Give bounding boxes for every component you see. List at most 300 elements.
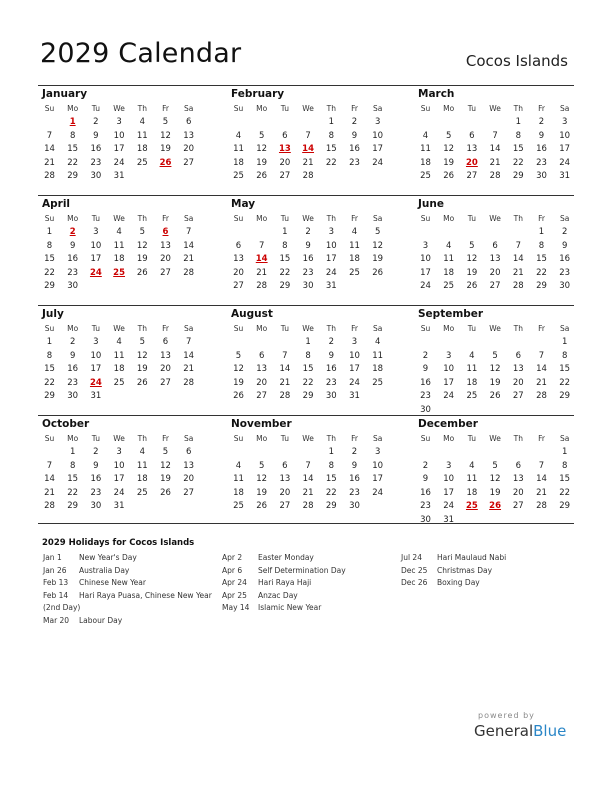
day-cell: 1 bbox=[561, 337, 568, 347]
day-cell: 7 bbox=[538, 460, 545, 471]
day-cell: 2 bbox=[93, 117, 99, 127]
day-cell: 17 bbox=[90, 254, 102, 264]
day-cell: 13 bbox=[160, 240, 171, 251]
day-cell: 11 bbox=[136, 460, 148, 471]
day-cell: 10 bbox=[90, 240, 102, 251]
holiday-date: Apr 24 bbox=[222, 578, 247, 588]
month-row bbox=[38, 305, 574, 415]
day-cell: 28 bbox=[302, 501, 314, 511]
weekday-header: We bbox=[302, 214, 314, 223]
day-cell: 11 bbox=[466, 364, 478, 374]
day-cell: 25 bbox=[466, 391, 478, 401]
day-cell: 9 bbox=[561, 240, 568, 251]
day-cell: 27 bbox=[233, 281, 244, 291]
day-cell: 29 bbox=[512, 171, 524, 181]
day-cell: 5 bbox=[139, 337, 145, 347]
page-title: 2029 Calendar bbox=[40, 38, 242, 69]
day-cell: 4 bbox=[445, 240, 452, 251]
day-cell: 22 bbox=[279, 267, 291, 278]
day-cell: 1 bbox=[305, 337, 311, 347]
day-cell: 7 bbox=[492, 130, 498, 141]
day-cell: 1 bbox=[69, 447, 76, 457]
day-cell: 2 bbox=[351, 447, 358, 457]
day-cell: 6 bbox=[469, 130, 475, 141]
holiday-name: New Year's Day bbox=[79, 553, 137, 562]
day-cell: 23 bbox=[349, 157, 360, 168]
day-cell: 10 bbox=[113, 130, 125, 141]
month-name: March bbox=[418, 88, 455, 100]
weekday-header: Sa bbox=[560, 214, 570, 223]
day-cell: 25 bbox=[372, 377, 384, 388]
day-cell: 9 bbox=[422, 364, 429, 374]
day-cell: 2 bbox=[305, 227, 311, 237]
day-cell: 12 bbox=[160, 460, 171, 471]
day-cell: 30 bbox=[559, 281, 571, 291]
weekday-header: Mo bbox=[443, 434, 455, 443]
day-cell: 13 bbox=[279, 474, 291, 484]
day-cell: 24 bbox=[113, 157, 125, 168]
weekday-header: Th bbox=[326, 434, 336, 443]
day-cell: 24 bbox=[372, 487, 384, 498]
holiday-date: Dec 26 bbox=[401, 578, 428, 588]
day-cell: 3 bbox=[445, 350, 452, 361]
day-cell: 8 bbox=[328, 130, 334, 141]
weekday-header: We bbox=[113, 434, 125, 443]
day-cell: 26 bbox=[256, 501, 268, 511]
day-cell: 9 bbox=[422, 474, 429, 484]
day-cell: 15 bbox=[44, 254, 55, 264]
day-cell: 5 bbox=[445, 130, 452, 141]
day-cell: 20 bbox=[183, 144, 195, 154]
weekday-header: Th bbox=[513, 324, 523, 333]
day-cell: 22 bbox=[67, 157, 79, 168]
day-cell: 6 bbox=[162, 337, 169, 347]
month-name: December bbox=[418, 418, 478, 430]
day-cell: 27 bbox=[512, 391, 524, 401]
weekday-header: We bbox=[489, 104, 501, 113]
weekday-header: Sa bbox=[184, 324, 194, 333]
holiday-name: Easter Monday bbox=[258, 553, 314, 562]
holiday-day: 20 bbox=[465, 157, 478, 168]
day-cell: 25 bbox=[443, 281, 455, 291]
day-cell: 21 bbox=[44, 487, 55, 498]
day-cell: 16 bbox=[90, 474, 102, 484]
day-cell: 5 bbox=[469, 240, 475, 251]
day-cell: 22 bbox=[559, 487, 571, 498]
day-cell: 28 bbox=[256, 281, 268, 291]
holiday-name: Anzac Day bbox=[258, 590, 298, 600]
day-cell: 5 bbox=[492, 460, 498, 471]
weekday-header: Su bbox=[44, 214, 55, 223]
holiday-date: May 14 bbox=[222, 603, 250, 613]
day-cell: 21 bbox=[183, 364, 195, 374]
day-cell: 22 bbox=[67, 487, 79, 498]
day-cell: 30 bbox=[67, 391, 79, 401]
day-cell: 18 bbox=[136, 144, 148, 154]
day-cell: 18 bbox=[372, 364, 384, 374]
weekday-header: Su bbox=[44, 104, 55, 113]
day-cell: 25 bbox=[113, 377, 125, 388]
day-cell: 20 bbox=[256, 377, 268, 388]
day-cell: 18 bbox=[233, 487, 244, 498]
weekday-header: Th bbox=[137, 324, 147, 333]
day-cell: 14 bbox=[536, 474, 547, 484]
weekday-header: Th bbox=[326, 214, 336, 223]
weekday-header: Mo bbox=[67, 104, 79, 113]
day-cell: 6 bbox=[235, 240, 242, 251]
day-cell: 29 bbox=[67, 171, 79, 181]
day-cell: 1 bbox=[538, 227, 545, 237]
day-cell: 23 bbox=[559, 267, 571, 278]
day-cell: 16 bbox=[90, 144, 102, 154]
weekday-header: Th bbox=[137, 434, 147, 443]
day-cell: 18 bbox=[420, 157, 431, 168]
day-cell: 28 bbox=[302, 171, 314, 181]
month-row bbox=[38, 415, 574, 525]
day-cell: 30 bbox=[420, 514, 431, 525]
day-cell: 8 bbox=[538, 240, 545, 251]
day-cell: 21 bbox=[536, 377, 547, 388]
day-cell: 12 bbox=[256, 144, 268, 154]
day-cell: 22 bbox=[325, 157, 337, 168]
holiday-day: 6 bbox=[162, 227, 169, 237]
day-cell: 3 bbox=[328, 227, 334, 237]
day-cell: 4 bbox=[235, 130, 242, 141]
day-cell: 26 bbox=[489, 391, 501, 401]
day-cell: 24 bbox=[372, 157, 384, 168]
weekday-header: Sa bbox=[184, 104, 194, 113]
day-cell: 21 bbox=[44, 157, 55, 168]
day-cell: 24 bbox=[113, 487, 125, 498]
day-cell: 12 bbox=[256, 474, 268, 484]
day-cell: 11 bbox=[372, 350, 384, 361]
day-cell: 14 bbox=[512, 254, 524, 264]
weekday-header: We bbox=[113, 214, 125, 223]
day-cell: 6 bbox=[185, 117, 192, 127]
day-cell: 29 bbox=[325, 501, 337, 511]
day-cell: 11 bbox=[113, 240, 125, 251]
day-cell: 18 bbox=[113, 254, 125, 264]
day-cell: 24 bbox=[443, 501, 455, 511]
holiday-name: Hari Raya Puasa, Chinese New Year bbox=[79, 590, 212, 600]
day-cell: 16 bbox=[325, 364, 337, 374]
holiday-date: Feb 14 bbox=[43, 590, 69, 600]
day-cell: 20 bbox=[512, 487, 524, 498]
day-cell: 22 bbox=[44, 267, 55, 278]
day-cell: 13 bbox=[512, 364, 524, 374]
weekday-header: Fr bbox=[162, 434, 169, 443]
day-cell: 18 bbox=[349, 254, 360, 264]
day-cell: 4 bbox=[139, 117, 145, 127]
day-cell: 17 bbox=[325, 254, 337, 264]
day-cell: 12 bbox=[489, 364, 501, 374]
day-cell: 19 bbox=[160, 144, 171, 154]
day-cell: 22 bbox=[325, 487, 337, 498]
day-cell: 4 bbox=[469, 460, 475, 471]
day-cell: 2 bbox=[422, 460, 429, 471]
day-cell: 12 bbox=[160, 130, 171, 141]
day-cell: 17 bbox=[443, 487, 455, 498]
day-cell: 28 bbox=[183, 267, 195, 278]
weekday-header: Th bbox=[326, 324, 336, 333]
day-cell: 29 bbox=[279, 281, 291, 291]
day-cell: 11 bbox=[136, 130, 148, 141]
day-cell: 11 bbox=[233, 144, 244, 154]
day-cell: 30 bbox=[302, 281, 314, 291]
day-cell: 17 bbox=[113, 474, 125, 484]
weekday-header: Sa bbox=[184, 214, 194, 223]
day-cell: 11 bbox=[233, 474, 244, 484]
day-cell: 18 bbox=[113, 364, 125, 374]
day-cell: 20 bbox=[279, 157, 291, 168]
day-cell: 28 bbox=[512, 281, 524, 291]
holiday-date: Jan 26 bbox=[43, 565, 67, 575]
day-cell: 8 bbox=[561, 350, 568, 361]
day-cell: 10 bbox=[349, 350, 360, 361]
day-cell: 27 bbox=[183, 157, 195, 168]
day-cell: 17 bbox=[90, 364, 102, 374]
day-cell: 15 bbox=[559, 364, 571, 374]
day-cell: 3 bbox=[116, 447, 122, 457]
holiday-day: 25 bbox=[465, 501, 478, 511]
day-cell: 26 bbox=[372, 267, 384, 278]
day-cell: 18 bbox=[466, 487, 478, 498]
day-cell: 4 bbox=[235, 460, 242, 471]
day-cell: 4 bbox=[139, 447, 145, 457]
day-cell: 19 bbox=[489, 377, 501, 388]
day-cell: 6 bbox=[515, 460, 521, 471]
weekday-header: Fr bbox=[351, 214, 358, 223]
day-cell: 15 bbox=[44, 364, 55, 374]
day-cell: 30 bbox=[536, 171, 547, 181]
day-cell: 16 bbox=[559, 254, 571, 264]
weekday-header: Sa bbox=[184, 434, 194, 443]
day-cell: 10 bbox=[559, 130, 571, 141]
day-cell: 14 bbox=[44, 474, 55, 484]
day-cell: 21 bbox=[302, 487, 314, 498]
day-cell: 11 bbox=[349, 240, 360, 251]
day-cell: 23 bbox=[67, 267, 79, 278]
holiday-name: Islamic New Year bbox=[258, 603, 322, 613]
day-cell: 29 bbox=[559, 501, 571, 511]
day-cell: 8 bbox=[282, 240, 288, 251]
day-cell: 16 bbox=[67, 364, 79, 374]
day-cell: 24 bbox=[559, 157, 571, 168]
day-cell: 23 bbox=[349, 487, 360, 498]
holiday-date: Mar 20 bbox=[43, 615, 70, 625]
day-cell: 19 bbox=[233, 377, 244, 388]
day-cell: 14 bbox=[279, 364, 291, 374]
day-cell: 8 bbox=[69, 130, 76, 141]
day-cell: 26 bbox=[136, 267, 148, 278]
day-cell: 25 bbox=[136, 487, 148, 498]
day-cell: 20 bbox=[160, 254, 171, 264]
day-cell: 19 bbox=[256, 487, 268, 498]
day-cell: 7 bbox=[258, 240, 265, 251]
weekday-header: Fr bbox=[351, 434, 358, 443]
day-cell: 28 bbox=[536, 391, 547, 401]
day-cell: 4 bbox=[374, 337, 381, 347]
day-cell: 8 bbox=[305, 350, 311, 361]
day-cell: 25 bbox=[233, 501, 244, 511]
day-cell: 9 bbox=[538, 130, 545, 141]
day-cell: 10 bbox=[325, 240, 337, 251]
day-cell: 17 bbox=[420, 267, 431, 278]
weekday-header: Mo bbox=[67, 324, 79, 333]
brand-logo[interactable] bbox=[474, 722, 566, 740]
day-cell: 7 bbox=[185, 337, 192, 347]
day-cell: 30 bbox=[349, 501, 360, 511]
day-cell: 6 bbox=[258, 350, 265, 361]
day-cell: 1 bbox=[515, 117, 521, 127]
day-cell: 7 bbox=[282, 350, 288, 361]
day-cell: 19 bbox=[136, 364, 148, 374]
holiday-day: 14 bbox=[255, 254, 268, 264]
day-cell: 28 bbox=[279, 391, 291, 401]
day-cell: 9 bbox=[328, 350, 334, 361]
weekday-header: Fr bbox=[538, 434, 545, 443]
day-cell: 11 bbox=[113, 350, 125, 361]
day-cell: 8 bbox=[46, 240, 53, 251]
day-cell: 9 bbox=[351, 460, 358, 471]
day-cell: 20 bbox=[489, 267, 501, 278]
weekday-header: Th bbox=[137, 104, 147, 113]
day-cell: 27 bbox=[279, 501, 291, 511]
day-cell: 12 bbox=[136, 240, 148, 251]
day-cell: 21 bbox=[489, 157, 501, 168]
day-cell: 28 bbox=[44, 501, 55, 511]
month-name: August bbox=[231, 308, 273, 320]
holiday-name: Self Determination Day bbox=[258, 565, 346, 575]
day-cell: 1 bbox=[282, 227, 288, 237]
day-cell: 16 bbox=[302, 254, 314, 264]
holiday-name: Labour Day bbox=[79, 615, 123, 625]
day-cell: 17 bbox=[443, 377, 455, 388]
month-name: June bbox=[418, 198, 444, 210]
day-cell: 8 bbox=[328, 460, 334, 471]
weekday-header: We bbox=[113, 324, 125, 333]
weekday-header: Tu bbox=[280, 214, 289, 223]
holiday-day: 14 bbox=[302, 144, 315, 154]
weekday-header: Fr bbox=[351, 104, 358, 113]
weekday-header: Mo bbox=[67, 214, 79, 223]
day-cell: 23 bbox=[90, 487, 102, 498]
day-cell: 9 bbox=[351, 130, 358, 141]
weekday-header: Su bbox=[420, 324, 431, 333]
day-cell: 26 bbox=[136, 377, 148, 388]
holiday-day: 26 bbox=[489, 501, 502, 511]
day-cell: 6 bbox=[282, 130, 288, 141]
day-cell: 10 bbox=[90, 350, 102, 361]
day-cell: 8 bbox=[515, 130, 521, 141]
day-cell: 3 bbox=[116, 117, 122, 127]
day-cell: 3 bbox=[351, 337, 358, 347]
day-cell: 15 bbox=[67, 474, 79, 484]
day-cell: 13 bbox=[489, 254, 501, 264]
weekday-header: Tu bbox=[467, 324, 476, 333]
day-cell: 14 bbox=[183, 240, 195, 251]
weekday-header: Sa bbox=[373, 434, 383, 443]
day-cell: 21 bbox=[302, 157, 314, 168]
holiday-date: Apr 2 bbox=[222, 553, 243, 562]
day-cell: 31 bbox=[90, 391, 102, 401]
day-cell: 25 bbox=[233, 171, 244, 181]
weekday-header: Fr bbox=[538, 104, 545, 113]
day-cell: 5 bbox=[374, 227, 381, 237]
day-cell: 17 bbox=[372, 144, 384, 154]
day-cell: 7 bbox=[185, 227, 192, 237]
day-cell: 12 bbox=[136, 350, 148, 361]
day-cell: 15 bbox=[559, 474, 571, 484]
day-cell: 3 bbox=[561, 117, 568, 127]
day-cell: 20 bbox=[279, 487, 291, 498]
weekday-header: Mo bbox=[256, 214, 268, 223]
day-cell: 20 bbox=[512, 377, 524, 388]
month-name: October bbox=[42, 418, 90, 430]
holiday-day: 24 bbox=[89, 267, 102, 278]
day-cell: 7 bbox=[46, 130, 53, 141]
weekday-header: Mo bbox=[443, 324, 455, 333]
day-cell: 5 bbox=[162, 447, 169, 457]
weekday-header: Tu bbox=[91, 324, 100, 333]
day-cell: 21 bbox=[512, 267, 524, 278]
holiday-name: Hari Maulaud Nabi bbox=[437, 553, 507, 562]
day-cell: 24 bbox=[443, 391, 455, 401]
weekday-header: We bbox=[113, 104, 125, 113]
weekday-header: Su bbox=[420, 104, 431, 113]
day-cell: 14 bbox=[536, 364, 547, 374]
day-cell: 30 bbox=[420, 404, 431, 415]
weekday-header: Fr bbox=[538, 324, 545, 333]
day-cell: 9 bbox=[93, 130, 99, 141]
day-cell: 10 bbox=[443, 364, 455, 374]
day-cell: 29 bbox=[536, 281, 547, 291]
day-cell: 2 bbox=[422, 350, 429, 361]
day-cell: 18 bbox=[443, 267, 455, 278]
day-cell: 16 bbox=[67, 254, 79, 264]
day-cell: 3 bbox=[422, 240, 429, 251]
weekday-header: Tu bbox=[467, 214, 476, 223]
day-cell: 27 bbox=[256, 391, 268, 401]
day-cell: 31 bbox=[113, 501, 125, 511]
day-cell: 30 bbox=[325, 391, 337, 401]
day-cell: 12 bbox=[372, 240, 384, 251]
day-cell: 9 bbox=[69, 350, 76, 361]
day-cell: 23 bbox=[67, 377, 79, 388]
weekday-header: Th bbox=[137, 214, 147, 223]
day-cell: 28 bbox=[536, 501, 547, 511]
day-cell: 13 bbox=[256, 364, 268, 374]
day-cell: 6 bbox=[492, 240, 498, 251]
day-cell: 24 bbox=[349, 377, 360, 388]
weekday-header: Fr bbox=[162, 214, 169, 223]
holiday-day: 26 bbox=[159, 157, 172, 168]
day-cell: 22 bbox=[536, 267, 547, 278]
day-cell: 24 bbox=[420, 281, 431, 291]
weekday-header: Tu bbox=[467, 434, 476, 443]
day-cell: 5 bbox=[162, 117, 169, 127]
day-cell: 19 bbox=[136, 254, 148, 264]
day-cell: 4 bbox=[469, 350, 475, 361]
day-cell: 31 bbox=[559, 171, 571, 181]
day-cell: 1 bbox=[328, 447, 334, 457]
day-cell: 31 bbox=[443, 514, 455, 525]
day-cell: 15 bbox=[512, 144, 524, 154]
day-cell: 2 bbox=[328, 337, 334, 347]
weekday-header: Su bbox=[44, 324, 55, 333]
day-cell: 21 bbox=[279, 377, 291, 388]
weekday-header: Th bbox=[513, 104, 523, 113]
